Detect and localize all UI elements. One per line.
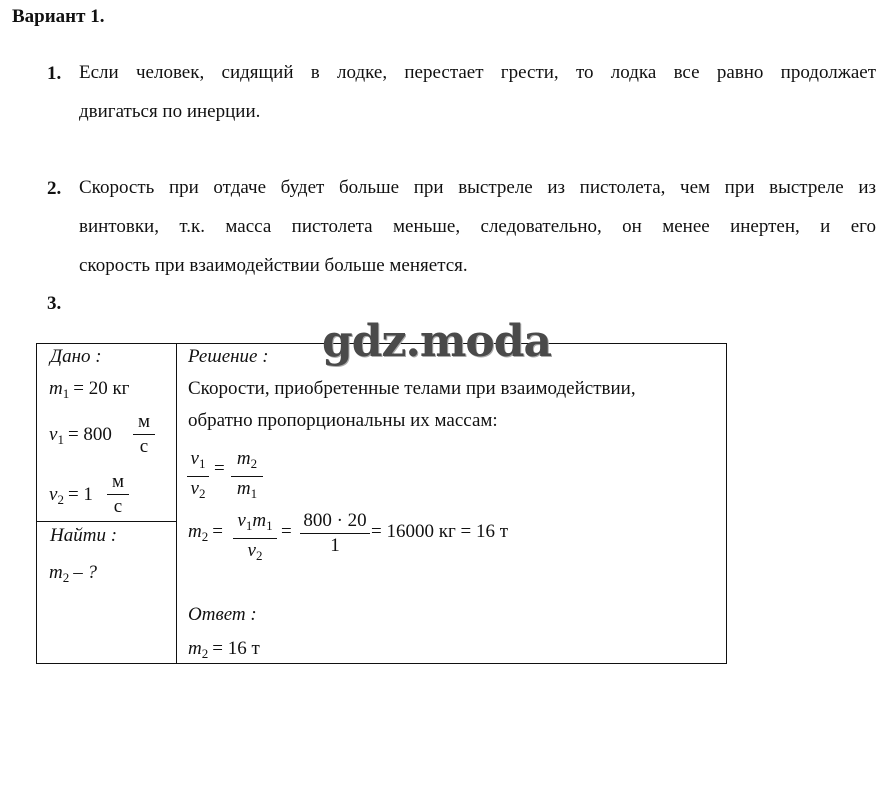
calc-numeric-fraction — [300, 510, 370, 557]
fraction-bar — [231, 476, 263, 477]
calc-equals-sign-2: = — [281, 521, 292, 542]
table-row-divider — [37, 521, 176, 522]
answer-2-line-3: скорость при взаимодействии больше меняется. — [79, 255, 468, 276]
answer-2-line-2: винтовки, т.к. масса пистолета меньше, следовательно, он менее инертен, и его — [79, 216, 876, 237]
unit-numerator: м — [111, 471, 125, 492]
answer-heading: Ответ : — [188, 604, 257, 625]
given-m1 — [49, 378, 129, 402]
question-number-1: 1. — [47, 63, 62, 84]
unit-denominator: с — [113, 496, 123, 517]
find-m2 — [49, 562, 97, 586]
numeric-denominator: 1 — [330, 535, 340, 556]
calc-m2 — [188, 521, 223, 545]
page-title: Вариант 1. — [12, 6, 105, 27]
answer-text-1 — [79, 53, 876, 131]
given-v1-symbol: v — [49, 424, 58, 445]
numeric-numerator: 800 · 20 — [303, 510, 367, 531]
question-number-3: 3. — [47, 293, 62, 314]
calc-m2-subscript: 2 — [201, 529, 209, 544]
answer-m2 — [188, 638, 260, 662]
answer-text-2 — [79, 168, 876, 285]
ratio-m2-m1 — [231, 448, 263, 505]
find-m2-subscript: 2 — [62, 570, 70, 585]
solution-heading: Решение : — [188, 346, 269, 367]
given-m1-symbol: m — [49, 378, 63, 399]
calc-equals-sign: = — [212, 521, 223, 542]
find-heading: Найти : — [50, 525, 118, 546]
formula-denominator: $v_2$ — [247, 540, 263, 563]
answer-2-line-1: Скорость при отдаче будет больше при выстреле из пистолета, чем при выстреле из — [79, 177, 876, 198]
answer-m2-value: = 16 т — [212, 638, 260, 659]
given-v2-unit — [107, 471, 129, 518]
calc-result: = 16000 кг = 16 т — [371, 521, 509, 542]
given-v1 — [49, 424, 112, 448]
fraction-bar — [300, 533, 370, 534]
answer-1-line-2: двигаться по инерции. — [79, 101, 261, 122]
given-m1-value: = 20 кг — [73, 378, 130, 399]
solution-line-2: обратно пропорциональны их массам: — [188, 410, 498, 431]
calc-formula-fraction — [233, 510, 277, 567]
find-m2-question: – ? — [73, 562, 97, 583]
given-m1-subscript: 1 — [62, 386, 70, 401]
given-v2-symbol: v — [49, 484, 58, 505]
solution-line-1: Скорости, приобретенные телами при взаимодействии, — [188, 378, 636, 399]
answer-m2-symbol: m — [188, 638, 202, 659]
given-v2-subscript: 2 — [57, 492, 64, 507]
given-v2-value: = 1 — [67, 484, 93, 505]
answer-1-line-1: Если человек, сидящий в лодке, перестает грести, то лодка все равно продолжает — [79, 62, 876, 83]
fraction-bar — [233, 538, 277, 539]
unit-numerator: м — [137, 411, 151, 432]
given-v1-value: = 800 — [67, 424, 112, 445]
answer-m2-subscript: 2 — [201, 646, 209, 661]
table-column-divider — [176, 344, 177, 663]
calc-m2-symbol: m — [188, 521, 202, 542]
ratio-denominator: $m_1$ — [236, 478, 258, 501]
ratio-numerator: $m_2$ — [236, 448, 258, 471]
find-m2-symbol: m — [49, 562, 63, 583]
ratio-denominator: $v_2$ — [190, 478, 206, 501]
fraction-bar — [107, 494, 129, 495]
given-v1-subscript: 1 — [57, 432, 64, 447]
formula-numerator: $v_1m_1$ — [237, 510, 273, 533]
fraction-bar — [133, 434, 155, 435]
ratio-numerator: $v_1$ — [190, 448, 206, 471]
ratio-equals-sign: = — [214, 458, 225, 479]
given-v1-unit — [133, 411, 155, 458]
watermark-logo: gdz.moda — [322, 316, 552, 367]
problem-table — [36, 343, 727, 664]
unit-denominator: с — [139, 436, 149, 457]
fraction-bar — [187, 476, 209, 477]
question-number-2: 2. — [47, 178, 62, 199]
given-v2 — [49, 484, 93, 508]
given-heading: Дано : — [50, 346, 102, 367]
ratio-v1-v2 — [187, 448, 209, 505]
